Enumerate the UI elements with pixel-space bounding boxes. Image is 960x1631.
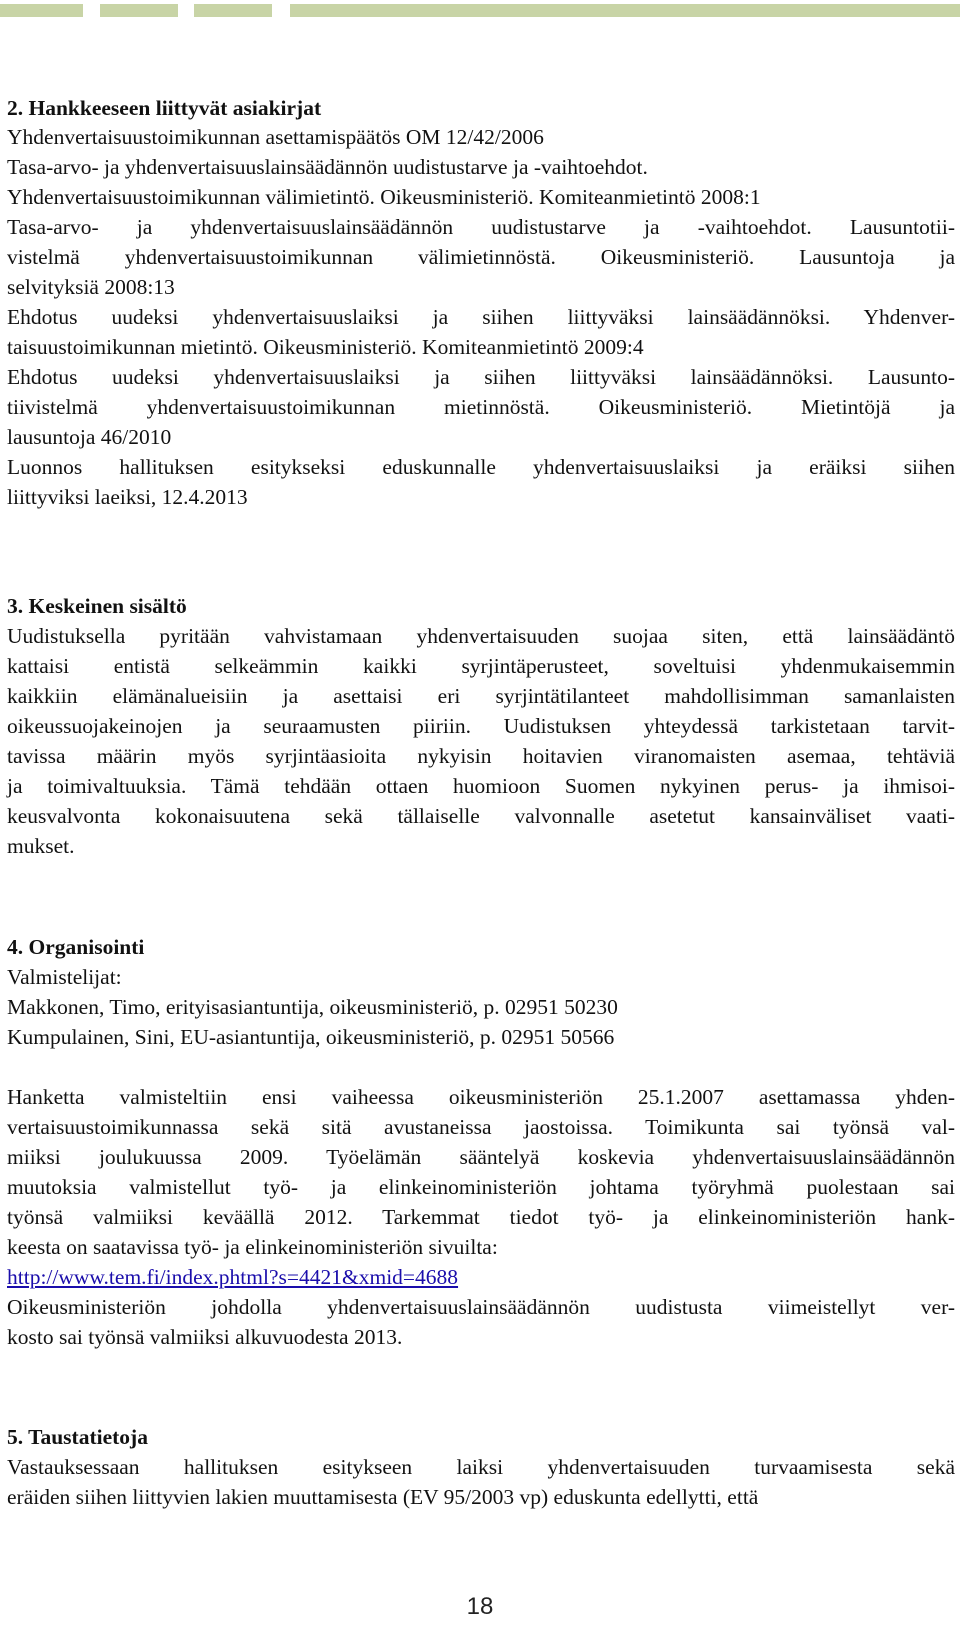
- header-bar-segment: [194, 4, 272, 17]
- doc-line: selvityksiä 2008:13: [7, 275, 175, 299]
- doc-line: Hanketta valmisteltiin ensi vaiheessa oikeusministeriön 25.1.2007 asettamassa yhden-: [7, 1085, 955, 1109]
- doc-line: miiksi joulukuussa 2009. Työelämän sääntelyä koskevia yhdenvertaisuuslainsäädännön: [7, 1145, 955, 1169]
- preparers-label: Valmistelijat:: [7, 965, 122, 989]
- doc-line: lausuntoja 46/2010: [7, 425, 172, 449]
- link-line: [7, 1263, 955, 1291]
- section-2-heading: 2. Hankkeeseen liittyvät asiakirjat: [7, 96, 322, 120]
- doc-line: keusvalvonta kokonaisuutena sekä tällaiselle valvonnalle asetetut kansainväliset vaati-: [7, 804, 955, 828]
- preparer-entry: Kumpulainen, Sini, EU-asiantuntija, oikeusministeriö, p. 02951 50566: [7, 1025, 615, 1049]
- preparer-entry: Makkonen, Timo, erityisasiantuntija, oikeusministeriö, p. 02951 50230: [7, 995, 618, 1019]
- doc-line: tavissa määrin myös syrjintäasioita nykyisin hoitavien viranomaisten asemaa, tehtäviä: [7, 744, 955, 768]
- header-bar-segment: [100, 4, 178, 17]
- doc-line: kaikkiin elämänalueisiin ja asettaisi eri syrjintätilanteet mahdollisimman samanlaisten: [7, 684, 955, 708]
- page-number: 18: [466, 1593, 494, 1620]
- doc-line: taisuustoimikunnan mietintö. Oikeusministeriö. Komiteanmietintö 2009:4: [7, 335, 644, 359]
- doc-line: Ehdotus uudeksi yhdenvertaisuuslaiksi ja siihen liittyväksi lainsäädännöksi. Lausunto-: [7, 365, 955, 389]
- doc-line: kosto sai työnsä valmiiksi alkuvuodesta 2013.: [7, 1325, 403, 1349]
- header-bar-segment: [290, 4, 960, 17]
- doc-line: oikeussuojakeinojen ja seuraamusten piiriin. Uudistuksen yhteydessä tarkistetaan tarvit-: [7, 714, 955, 738]
- doc-line: Tasa-arvo- ja yhdenvertaisuuslainsäädännön uudistustarve ja -vaihtoehdot.: [7, 155, 648, 179]
- doc-line: Ehdotus uudeksi yhdenvertaisuuslaiksi ja siihen liittyväksi lainsäädännöksi. Yhdenver-: [7, 305, 955, 329]
- doc-line: vertaisuustoimikunnassa sekä sitä avustaneissa jaostoissa. Toimikunta sai työnsä val-: [7, 1115, 955, 1139]
- section-3-heading: 3. Keskeinen sisältö: [7, 594, 187, 618]
- doc-line: Tasa-arvo- ja yhdenvertaisuuslainsäädännön uudistustarve ja -vaihtoehdot. Lausuntotii-: [7, 215, 955, 239]
- header-bar-segment: [0, 4, 83, 17]
- doc-line: ja toimivaltuuksia. Tämä tehdään ottaen huomioon Suomen nykyinen perus- ja ihmisoi-: [7, 774, 955, 798]
- doc-line: vistelmä yhdenvertaisuustoimikunnan välimietinnöstä. Oikeusministeriö. Lausuntoja ja: [7, 245, 955, 269]
- doc-line: työnsä valmiiksi keväällä 2012. Tarkemmat tiedot työ- ja elinkeinoministeriön hank-: [7, 1205, 955, 1229]
- doc-line: Vastauksessaan hallituksen esitykseen laiksi yhdenvertaisuuden turvaamisesta sekä: [7, 1455, 955, 1479]
- doc-line: keesta on saatavissa työ- ja elinkeinoministeriön sivuilta:: [7, 1235, 498, 1259]
- doc-line: Oikeusministeriön johdolla yhdenvertaisuuslainsäädännön uudistusta viimeistellyt ver-: [7, 1295, 955, 1319]
- doc-line: Yhdenvertaisuustoimikunnan välimietintö. Oikeusministeriö. Komiteanmietintö 2008:1: [7, 185, 761, 209]
- doc-line: Uudistuksella pyritään vahvistamaan yhdenvertaisuuden suojaa siten, että lainsäädäntö: [7, 624, 955, 648]
- doc-line: muutoksia valmistellut työ- ja elinkeinoministeriön johtama työryhmä puolestaan sai: [7, 1175, 955, 1199]
- doc-line: Luonnos hallituksen esitykseksi eduskunnalle yhdenvertaisuuslaiksi ja eräiksi siihen: [7, 455, 955, 479]
- tem-project-link[interactable]: http://www.tem.fi/index.phtml?s=4421&xmid=4688: [7, 1265, 459, 1289]
- section-5-heading: 5. Taustatietoja: [7, 1425, 148, 1449]
- doc-line: mukset.: [7, 834, 75, 858]
- header-decoration-bar: [0, 4, 960, 17]
- doc-line: liittyviksi laeiksi, 12.4.2013: [7, 485, 248, 509]
- doc-line: Yhdenvertaisuustoimikunnan asettamispäätös OM 12/42/2006: [7, 125, 544, 149]
- section-4-heading: 4. Organisointi: [7, 935, 145, 959]
- doc-line: eräiden siihen liittyvien lakien muuttamisesta (EV 95/2003 vp) eduskunta edellytti, että: [7, 1485, 759, 1509]
- doc-line: tiivistelmä yhdenvertaisuustoimikunnan mietinnöstä. Oikeusministeriö. Mietintöjä ja: [7, 395, 955, 419]
- doc-line: kattaisi entistä selkeämmin kaikki syrjintäperusteet, soveltuisi yhdenmukaisemmin: [7, 654, 955, 678]
